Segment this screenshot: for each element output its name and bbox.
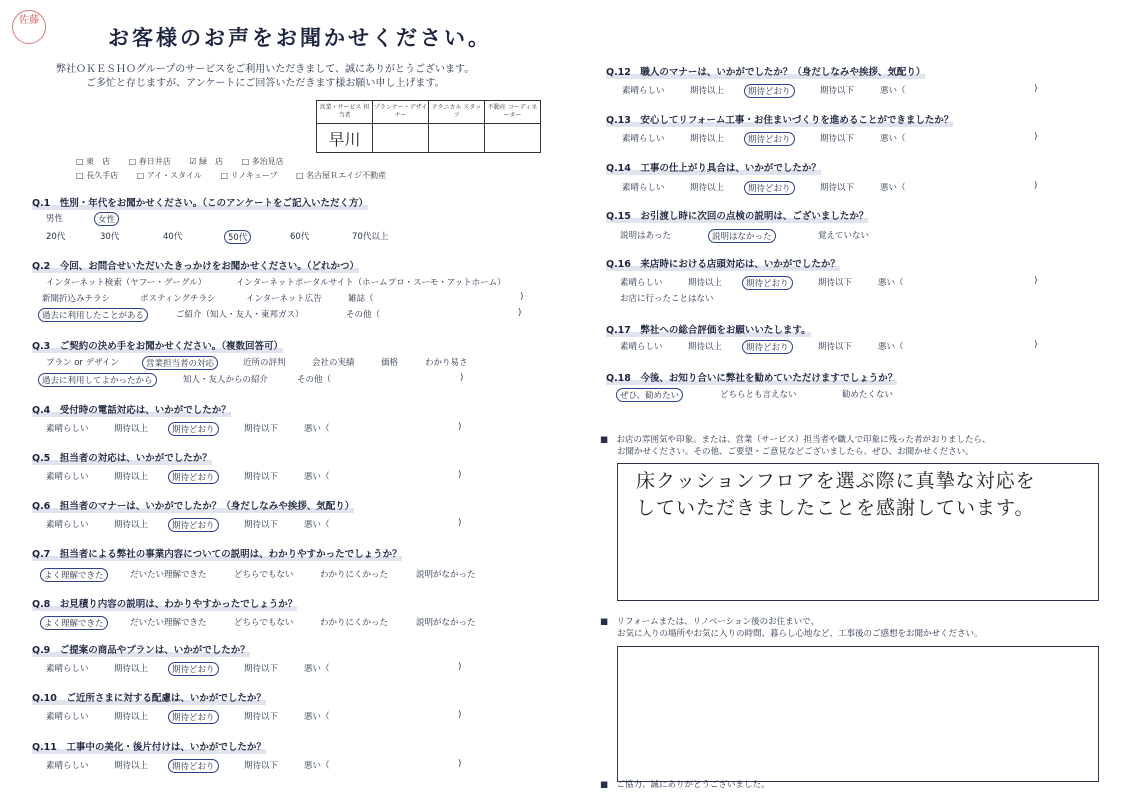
staff-header-realestate: 不動産 コーディネーター [485,101,541,124]
q10-option-excellent[interactable]: 素晴らしい [46,712,89,722]
footer-thanks: ■ ご協力、誠にありがとうございました。 [600,780,770,790]
q12-option-bad[interactable]: 悪い（ [880,86,906,96]
q14-options [0,181,1122,195]
q3-option-other[interactable]: その他（ [297,375,332,385]
q12-close-paren: ) [1034,84,1038,94]
question-2: Q.2 今回、お問合せいただいたきっかけをお聞かせください。（どれかつ） [32,258,359,273]
q17-option-as-expected[interactable]: 期待どおり [742,340,793,354]
q14-close-paren: ) [1034,181,1038,191]
q17-option-above[interactable]: 期待以上 [688,342,723,352]
staff-header-planner: プランナー・デザイナー [373,101,429,124]
q16-option-excellent[interactable]: 素晴らしい [620,278,663,288]
question-10: Q.10 ご近所さまに対する配慮は、いかがでしたか？ [32,690,266,705]
q18-option-would-not[interactable]: 勧めたくない [842,390,894,400]
q4-option-bad[interactable]: 悪い（ [304,424,330,434]
question-9: Q.9 ご提案の商品やプランは、いかがでしたか？ [32,642,250,657]
question-14: Q.14 工事の仕上がり具合は、いかがでしたか？ [606,160,821,175]
q3-option-friend-referral[interactable]: 知人・友人からの紹介 [183,375,269,385]
q2-option-newspaper[interactable]: 新聞折込みチラシ [42,294,111,304]
q8-option-neutral[interactable]: どちらでもない [234,618,294,628]
store-tajimi-checkbox[interactable]: □ 多治見店 [241,157,284,166]
q2-option-web-ad[interactable]: インターネット広告 [246,294,322,304]
comment2-prompt-line-1: ■ リフォームまたは、リノベーション後のお住まいで、 [600,617,819,627]
q3-option-plan-design[interactable]: プラン or デザイン [46,358,120,368]
q16-option-never-visited[interactable]: お店に行ったことはない [620,294,714,304]
q12-option-excellent[interactable]: 素晴らしい [622,86,665,96]
q16-close-paren: ) [1034,276,1038,286]
q9-option-as-expected[interactable]: 期待どおり [168,662,219,676]
q5-close-paren: ) [458,470,462,480]
store-istyle-checkbox[interactable]: □ アイ・スタイル [136,171,202,180]
q11-option-excellent[interactable]: 素晴らしい [46,761,89,771]
q16-options [0,276,1122,308]
q14-option-below[interactable]: 期待以下 [820,183,855,193]
question-11: Q.11 工事中の美化・後片付けは、いかがでしたか？ [32,739,266,754]
q13-option-bad[interactable]: 悪い（ [880,134,906,144]
q1-age-50s[interactable]: 50代 [224,230,251,244]
q6-close-paren: ) [458,518,462,528]
q9-option-excellent[interactable]: 素晴らしい [46,664,89,674]
q10-close-paren: ) [458,710,462,720]
question-13: Q.13 安心してリフォーム工事・お住まいづくりを進めることができましたか？ [606,112,953,127]
q12-options [0,84,1122,98]
q8-option-unclear[interactable]: わかりにくかった [320,618,389,628]
comment1-handwriting-line-2: していただきましたことを感謝しています。 [636,497,1035,519]
q11-close-paren: ) [458,759,462,769]
q17-option-below[interactable]: 期待以下 [818,342,853,352]
q13-close-paren: ) [1034,132,1038,142]
q1-age-20s[interactable]: 20代 [46,232,66,242]
q10-option-bad[interactable]: 悪い（ [304,712,330,722]
q14-option-above[interactable]: 期待以上 [690,183,725,193]
q6-options [0,518,560,532]
q14-option-excellent[interactable]: 素晴らしい [622,183,665,193]
q10-option-below[interactable]: 期待以下 [244,712,279,722]
name-seal-stamp: 佐藤 [12,10,46,44]
question-15: Q.15 お引渡し時に次回の点検の説明は、ございましたか？ [606,208,868,223]
q2-option-portal[interactable]: インターネットポータルサイト（ホームプロ・スーモ・アットホーム） [236,278,506,288]
q5-option-below[interactable]: 期待以下 [244,472,279,482]
q13-option-as-expected[interactable]: 期待どおり [744,132,795,146]
q9-option-above[interactable]: 期待以上 [114,664,149,674]
q7-option-fully[interactable]: よく理解できた [40,568,108,582]
q14-option-bad[interactable]: 悪い（ [880,183,906,193]
comment1-textarea[interactable] [617,463,1099,601]
comment1-prompt-line-1: ■ お店の雰囲気や印象。または、営業（サービス）担当者や職人で印象に残った者がおりましたら、 [600,435,991,445]
question-12: Q.12 職人のマナーは、いかがでしたか？（身だしなみや挨拶、気配り） [606,64,925,79]
q5-option-excellent[interactable]: 素晴らしい [46,472,89,482]
question-4: Q.4 受付時の電話対応は、いかがでしたか？ [32,402,231,417]
q13-option-above[interactable]: 期待以上 [690,134,725,144]
q10-option-above[interactable]: 期待以上 [114,712,149,722]
q8-option-fully[interactable]: よく理解できた [40,616,108,630]
q1-age-40s[interactable]: 40代 [163,232,183,242]
q17-options [0,340,1122,354]
q1-age-70s[interactable]: 70代以上 [352,232,389,242]
q11-option-bad[interactable]: 悪い（ [304,761,330,771]
q3-option-reputation[interactable]: 近所の評判 [243,358,286,368]
q11-option-above[interactable]: 期待以上 [114,761,149,771]
q7-option-none[interactable]: 説明がなかった [416,570,476,580]
q18-option-neutral[interactable]: どちらとも言えない [720,390,797,400]
q15-option-explained[interactable]: 説明はあった [620,231,671,241]
staff-value-sales[interactable]: 早川 [317,124,373,153]
q6-option-as-expected[interactable]: 期待どおり [168,518,219,532]
q2-option-other[interactable]: その他（ [346,310,381,320]
question-5: Q.5 担当者の対応は、いかがでしたか？ [32,450,212,465]
q3-option-clarity[interactable]: わかり易さ [425,358,468,368]
q3-option-track-record[interactable]: 会社の実績 [312,358,355,368]
q7-option-unclear[interactable]: わかりにくかった [320,570,389,580]
q11-option-below[interactable]: 期待以下 [244,761,279,771]
intro-line-1: 弊社ＯＫＥＳＨＯグループのサービスをご利用いただきまして、誠にありがとうございます。 [56,64,475,75]
comment2-prompt-line-2: お気に入りの場所やお気に入りの時間、暮らし心地など、工事後のご感想をお聞かせください。 [617,629,983,639]
q5-option-above[interactable]: 期待以上 [114,472,149,482]
question-1: Q.1 性別・年代をお聞かせください。（このアンケートをご記入いただく方） [32,195,368,210]
q4-options [0,422,560,436]
comment2-textarea[interactable] [617,646,1099,782]
question-16: Q.16 来店時における店頭対応は、いかがでしたか？ [606,256,840,271]
q15-option-not-explained[interactable]: 説明はなかった [708,229,776,243]
store-nagakute-checkbox[interactable]: □ 長久手店 [76,171,119,180]
q15-option-dont-remember[interactable]: 覚えていない [818,231,870,241]
q17-option-bad[interactable]: 悪い（ [878,342,904,352]
intro-line-2: ご多忙と存じますが、アンケートにご回答いただきます様お願い申し上げます。 [86,78,445,89]
q8-option-none[interactable]: 説明がなかった [416,618,476,628]
question-18: Q.18 今後、お知り合いに弊社を勧めていただけますでしょうか？ [606,370,897,385]
store-checkboxes-row-2[interactable] [76,170,402,181]
q3-options [0,356,560,390]
store-checkboxes-row-1[interactable] [76,156,300,167]
q1-age-30s[interactable]: 30代 [100,232,120,242]
q18-options [0,388,1122,402]
question-6: Q.6 担当者のマナーは、いかがでしたか？（身だしなみや挨拶、気配り） [32,498,354,513]
q1-age-60s[interactable]: 60代 [290,232,310,242]
comment1-handwriting-line-1: 床クッションフロアを選ぶ際に真摯な対応を [636,470,1036,492]
staff-header-sales: 営業・サービス 担当者 [317,101,373,124]
q7-option-neutral[interactable]: どちらでもない [234,570,294,580]
store-midori-checkbox[interactable]: ☑ 緑 店 [189,157,224,166]
q3-option-price[interactable]: 価格 [381,358,399,368]
q7-options [0,568,560,582]
q3-other-close-paren: ) [460,373,464,383]
q11-option-as-expected[interactable]: 期待どおり [168,759,219,773]
q11-options [0,759,560,773]
q2-other-close-paren: ) [518,308,522,318]
q10-options [0,710,560,724]
q13-options [0,132,1122,146]
q16-option-below[interactable]: 期待以下 [818,278,853,288]
q5-options [0,470,560,484]
q17-close-paren: ) [1034,340,1038,350]
q10-option-as-expected[interactable]: 期待どおり [168,710,219,724]
question-7: Q.7 担当者による弊社の事業内容についての説明は、わかりやすかったでしょうか？ [32,546,402,561]
q4-option-below[interactable]: 期待以下 [244,424,279,434]
q2-magazine-close-paren: ) [520,292,524,302]
q2-option-magazine[interactable]: 雑誌（ [348,294,374,304]
comment1-prompt-line-2: お聞かせください。その他、ご要望・ご意見などございましたら、ぜひ、お聞かせください。 [617,447,974,457]
q13-option-below[interactable]: 期待以下 [820,134,855,144]
q2-option-referral[interactable]: ご紹介（知人・友人・東邦ガス） [176,310,304,320]
q12-option-as-expected[interactable]: 期待どおり [744,84,795,98]
question-17: Q.17 弊社への総合評価をお願いいたします。 [606,322,811,337]
store-higashi-checkbox[interactable]: □ 東 店 [76,157,111,166]
q12-option-below[interactable]: 期待以下 [820,86,855,96]
q9-option-bad[interactable]: 悪い（ [304,664,330,674]
q2-option-posting[interactable]: ポスティングチラシ [140,294,216,304]
q6-option-above[interactable]: 期待以上 [114,520,149,530]
q13-option-excellent[interactable]: 素晴らしい [622,134,665,144]
q16-option-above[interactable]: 期待以上 [688,278,723,288]
q9-options [0,662,560,676]
store-renocube-checkbox[interactable]: □ リノキューブ [220,171,278,180]
q1-option-male[interactable]: 男性 [46,214,64,224]
store-nagoya-checkbox[interactable]: □ 名古屋Ｒエイジ不動産 [296,171,387,180]
question-3: Q.3 ご契約の決め手をお聞かせください。（複数回答可） [32,338,283,353]
q17-option-excellent[interactable]: 素晴らしい [620,342,663,352]
q5-option-bad[interactable]: 悪い（ [304,472,330,482]
q12-option-above[interactable]: 期待以上 [690,86,725,96]
question-8: Q.8 お見積り内容の説明は、わかりやすかったでしょうか？ [32,596,297,611]
page-title: お客様のお声をお聞かせください。 [108,26,492,50]
q6-option-bad[interactable]: 悪い（ [304,520,330,530]
q2-option-search[interactable]: インターネット検索（ヤフー・グーグル） [46,278,207,288]
q6-option-excellent[interactable]: 素晴らしい [46,520,89,530]
q15-options [0,229,1122,243]
q9-option-below[interactable]: 期待以下 [244,664,279,674]
q1-option-female[interactable]: 女性 [94,212,119,226]
q16-option-as-expected[interactable]: 期待どおり [742,276,793,290]
q9-close-paren: ) [458,662,462,672]
q14-option-as-expected[interactable]: 期待どおり [744,181,795,195]
staff-header-technical: テクニカル スタッフ [429,101,485,124]
q4-option-excellent[interactable]: 素晴らしい [46,424,89,434]
q18-option-definitely[interactable]: ぜひ、勧めたい [616,388,683,402]
q4-option-above[interactable]: 期待以上 [114,424,149,434]
q5-option-as-expected[interactable]: 期待どおり [168,470,219,484]
q3-option-past-good[interactable]: 過去に利用してよかったから [38,373,157,387]
store-kasugai-checkbox[interactable]: □ 春日井店 [128,157,171,166]
q8-options [0,616,560,630]
q6-option-below[interactable]: 期待以下 [244,520,279,530]
q8-option-mostly[interactable]: だいたい理解できた [130,618,207,628]
q7-option-mostly[interactable]: だいたい理解できた [130,570,207,580]
q4-close-paren: ) [458,422,462,432]
q3-option-sales-response[interactable]: 営業担当者の対応 [142,356,218,370]
q4-option-as-expected[interactable]: 期待どおり [168,422,219,436]
q2-option-past-use[interactable]: 過去に利用したことがある [38,308,148,322]
q16-option-bad[interactable]: 悪い（ [878,278,904,288]
